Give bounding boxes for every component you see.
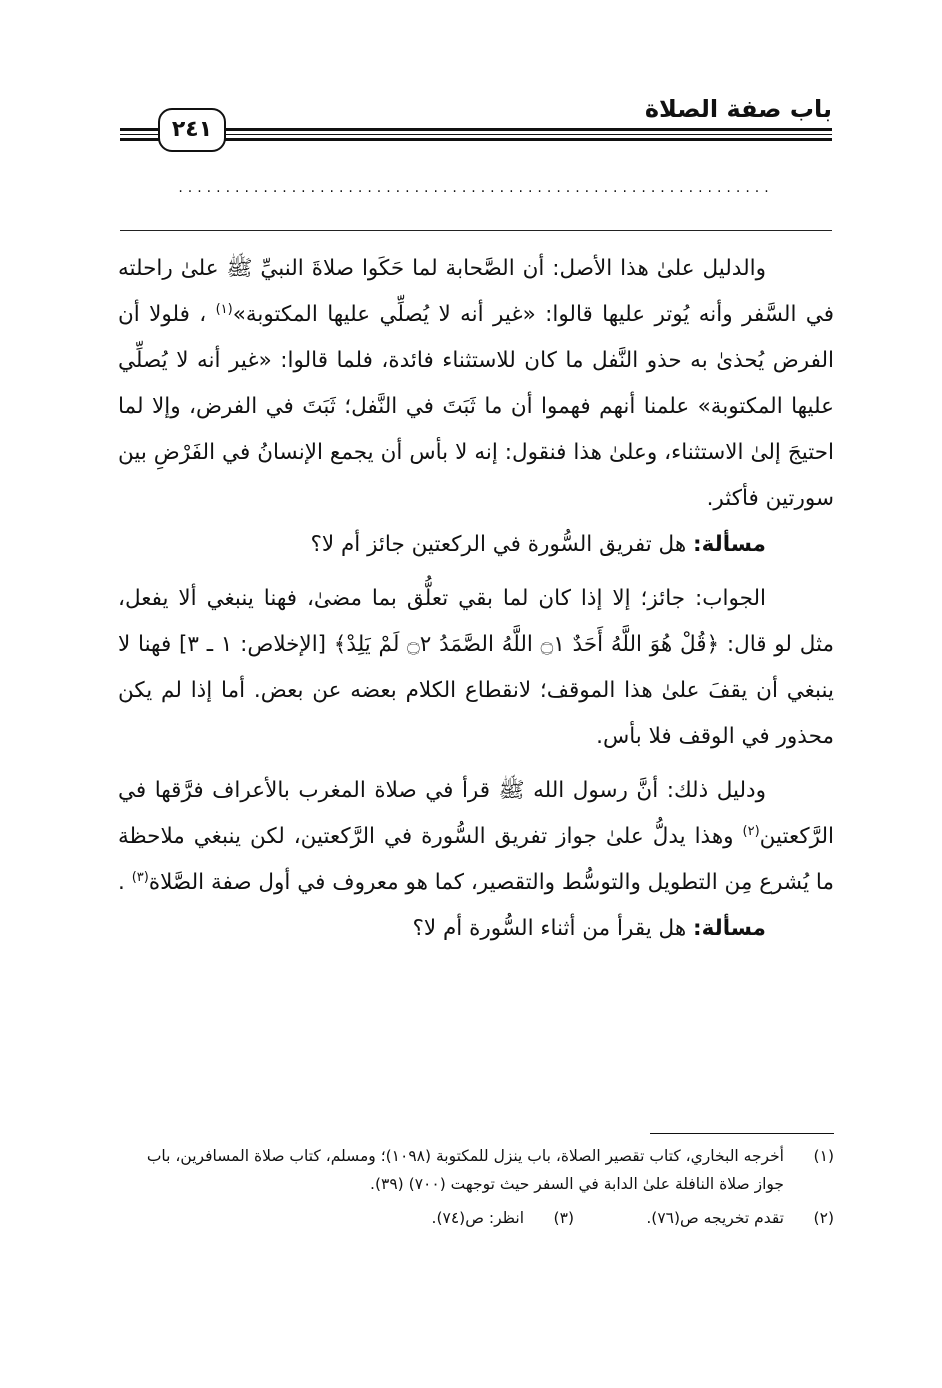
header-rule-thick bbox=[120, 128, 832, 131]
footnote-text: تقدم تخريجه ص(٧٦). bbox=[646, 1209, 784, 1227]
page-number: ٢٤١ bbox=[158, 108, 226, 152]
question-label: مسألة: bbox=[693, 532, 766, 557]
footnote-ref-3: (٣) bbox=[131, 869, 149, 885]
question-2 bbox=[118, 906, 834, 952]
question-text: هل يقرأ من أثناء السُّورة أم لا؟ bbox=[412, 916, 694, 941]
dotted-separator: ............................................................... bbox=[178, 180, 774, 196]
main-text bbox=[118, 246, 834, 952]
footnote-row-2-3 bbox=[118, 1204, 834, 1232]
footnote-ref-2: (٢) bbox=[742, 823, 760, 839]
paragraph-text: الجواب: جائز؛ إلا إذا كان لما بقي تعلُّق بما مضىٰ، فهنا ينبغي ألا يفعل، مثل لو قال: ﴿قُلْ هُوَ اللَّهُ أَحَدٌ ۝١ اللَّهُ الصَّمَدُ ۝٢ لَمْ يَلِدْ﴾ [الإخلاص: ١ ـ ٣] فهنا لا ينبغي أن يقفَ علىٰ هذا الموقف؛ لانقطاع الكلام بعضه عن بعض. أما إذا لم يكن محذور في الوقف فلا بأس. bbox=[118, 586, 834, 749]
footnote-ref-1: (١) bbox=[215, 301, 233, 317]
footnote-3 bbox=[334, 1204, 574, 1232]
paragraph-text: والدليل علىٰ هذا الأصل: أن الصَّحابة لما حَكَوا صلاةَ النبيِّ ﷺ علىٰ راحلته في السَّفر وأنه يُوتر عليها قالوا: «غير أنه لا يُصلِّي عليها المكتوبة» bbox=[118, 256, 835, 327]
footnotes bbox=[118, 1142, 834, 1232]
paragraph-text-end: . bbox=[118, 870, 132, 895]
content-top-rule bbox=[120, 230, 832, 231]
paragraph-answer bbox=[118, 576, 834, 760]
header-rule-thick-lower bbox=[120, 138, 832, 141]
header-rule-thin bbox=[120, 134, 832, 135]
question-1 bbox=[118, 522, 834, 568]
footnote-text: أخرجه البخاري، كتاب تقصير الصلاة، باب ينزل للمكتوبة (١٠٩٨)؛ ومسلم، كتاب صلاة المسافرين، باب جواز صلاة النافلة علىٰ الدابة في السفر حيث توجهت (٧٠٠) (٣٩). bbox=[146, 1147, 784, 1193]
paragraph-text-continued: ، فلولا أن الفرض يُحذىٰ به حذو النَّفل ما كان للاستثناء فائدة، فلما قالوا: «غير أنه لا يُصلِّي عليها المكتوبة» علمنا أنهم فهموا أن ما ثَبَتَ في النَّفل؛ ثَبَتَ في الفرض، وإلا لما احتيجَ إلىٰ الاستثناء، وعلىٰ هذا فنقول: إنه لا بأس أن يجمع الإنسانُ في الفَرْضِ بين سورتين فأكثر. bbox=[118, 302, 834, 511]
paragraph-evidence bbox=[118, 246, 834, 522]
paragraph-text: ودليل ذلك: أنَّ رسول الله ﷺ قرأ في صلاة المغرب بالأعراف فرَّقها في الرَّكعتين bbox=[118, 778, 834, 849]
paragraph-text-continued: وهذا يدلُّ علىٰ جواز تفريق السُّورة في الرَّكعتين، لكن ينبغي ملاحظة ما يُشرع مِن التطويل والتوسُّط والتقصير، كما هو معروف في أول صفة الصَّلاة bbox=[118, 824, 834, 895]
footnote-2 bbox=[574, 1204, 834, 1232]
footnote-number: (٣) bbox=[553, 1209, 574, 1227]
chapter-title: باب صفة الصلاة bbox=[644, 95, 832, 123]
footnote-1 bbox=[118, 1142, 834, 1198]
footnote-number: (٢) bbox=[813, 1209, 834, 1227]
question-label: مسألة: bbox=[693, 916, 766, 941]
footnote-number: (١) bbox=[813, 1147, 834, 1165]
footnote-text: انظر: ص(٧٤). bbox=[431, 1209, 524, 1227]
footnote-rule bbox=[650, 1133, 834, 1134]
question-text: هل تفريق السُّورة في الركعتين جائز أم لا؟ bbox=[310, 532, 694, 557]
paragraph-proof bbox=[118, 768, 834, 906]
